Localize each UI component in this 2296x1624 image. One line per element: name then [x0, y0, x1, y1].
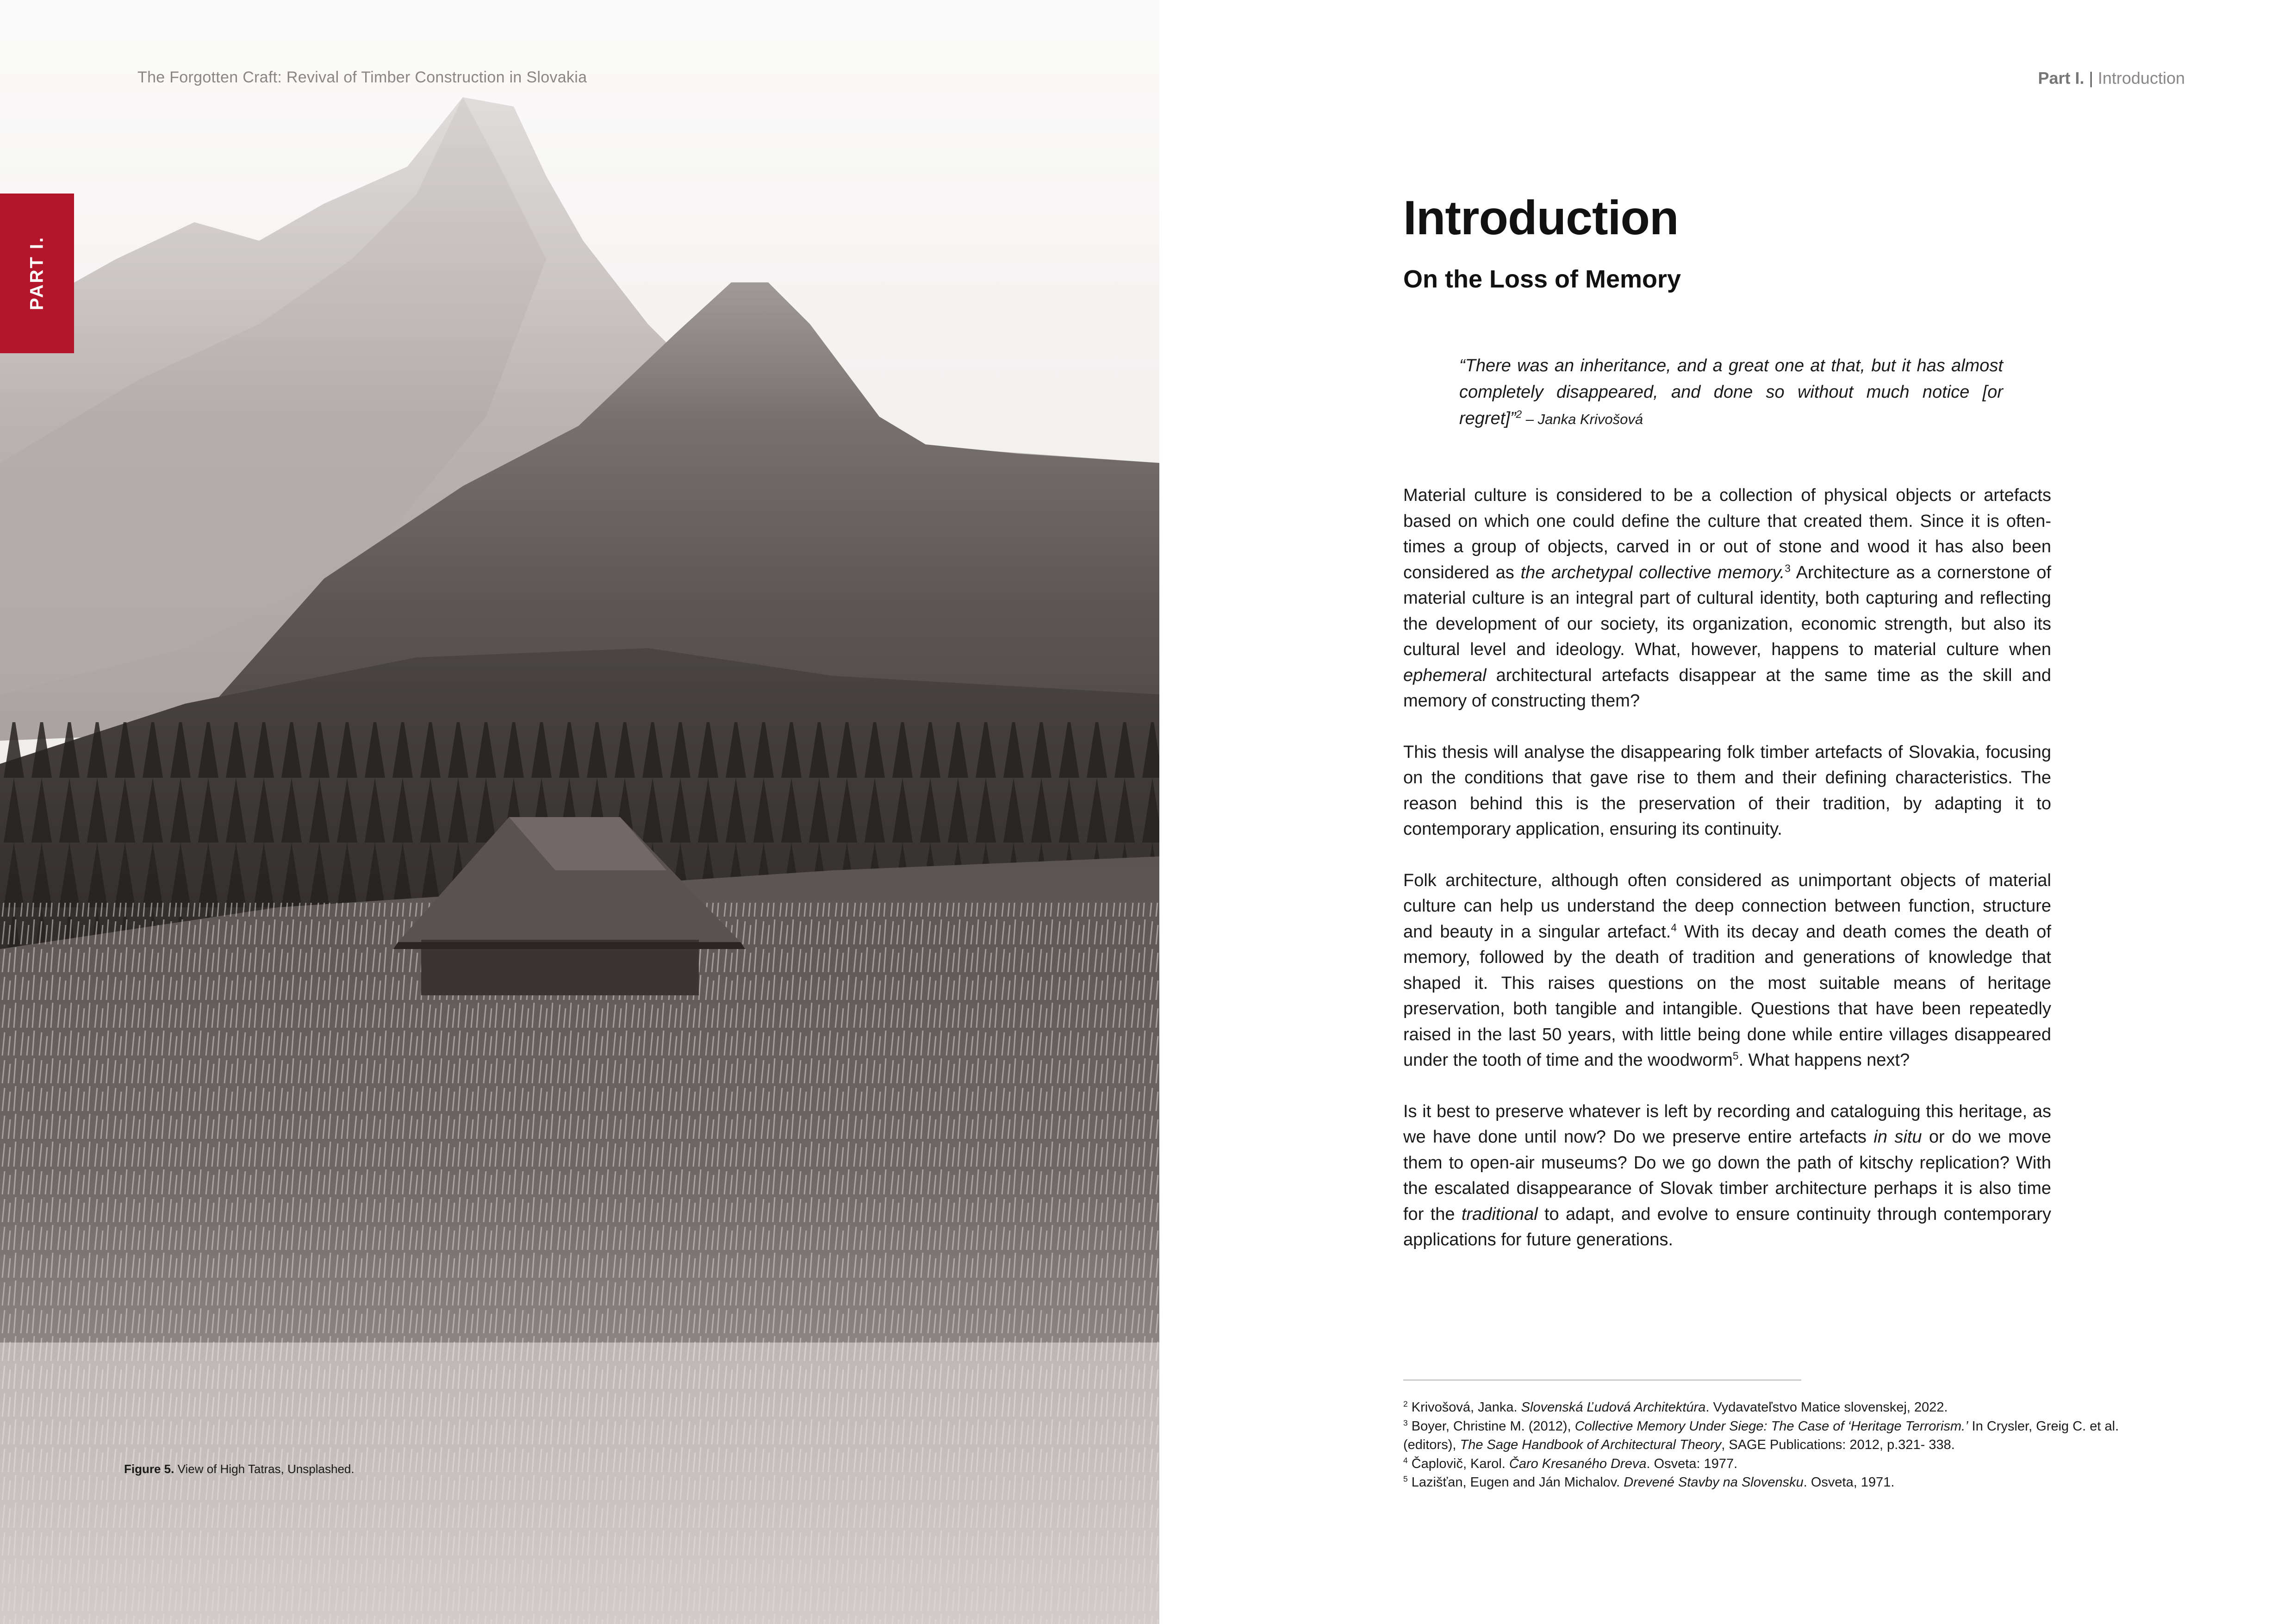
paragraph-2 — [1403, 740, 2051, 843]
text-run: , SAGE Publications: 2012, p.321- 338. — [1721, 1437, 1955, 1452]
chapter-subtitle: On the Loss of Memory — [1403, 265, 1681, 293]
text-run: architectural artefacts disappear at the same time as the skill and memory of constructing them? — [1403, 665, 2051, 711]
italic-run: Collective Memory Under Siege: The Case of ‘Heritage Terrorism.’ — [1574, 1418, 1968, 1434]
footnote-ref-3: 3 — [1785, 562, 1791, 574]
text-run: . Osveta, 1971. — [1803, 1475, 1895, 1490]
running-head-separator: | — [2089, 69, 2093, 87]
italic-run: traditional — [1461, 1204, 1538, 1224]
paragraph-4 — [1403, 1099, 2051, 1253]
text-run: Boyer, Christine M. (2012), — [1407, 1418, 1575, 1434]
text-run: In Crysler, Greig C. et al. — [1968, 1418, 2119, 1434]
text-run: . What happens next? — [1738, 1050, 1910, 1070]
text-run: Folk architecture, although often considered as unimportant objects of material culture can help us understand the deep connection between function, structure and beauty in a singular artefact. — [1403, 870, 2051, 942]
text-run: or do we move them to open-air museums? Do we go down the path of kitschy replication? With the escalated disappearance of Slovak timber architecture perhaps it is also time for the — [1403, 1127, 2051, 1224]
footnote-number: 3 — [1403, 1418, 1408, 1427]
footnote-3-continued — [1403, 1436, 2162, 1455]
italic-run: in situ — [1873, 1127, 1922, 1147]
text-run: This thesis will analyse the disappearing folk timber artefacts of Slovakia, focusing on the conditions that gave rise to them and their defining characteristics. The reason behind this is the preservation of their tradition, by adapting it to contemporary application, ensuring its continuity. — [1403, 742, 2051, 839]
text-run: Krivošová, Janka. — [1407, 1400, 1521, 1415]
footnote-3 — [1403, 1417, 2162, 1436]
running-head — [2038, 69, 2185, 88]
epigraph-quote — [1459, 353, 2003, 432]
text-run: With its decay and death comes the death of memory, followed by the death of tradition and generations of knowledge that shaped it. This raises questions on the most suitable means of heritage preservation, both tangible and intangible. Questions that have been repeatedly raised in the last 50 years, with little being done while entire villages disappeared under the tooth of time and the woodworm — [1403, 922, 2051, 1070]
italic-run: Čaro Kresaného Dreva — [1509, 1456, 1647, 1471]
text-run: (editors), — [1403, 1437, 1460, 1452]
text-run: . Vydavateľstvo Matice slovenskej, 2022. — [1705, 1400, 1948, 1415]
footnotes — [1403, 1398, 2162, 1492]
footnote-number: 5 — [1403, 1474, 1408, 1484]
body-text — [1403, 483, 2051, 1279]
figure-caption — [124, 1462, 355, 1476]
paragraph-3 — [1403, 868, 2051, 1074]
text-run: Is it best to preserve whatever is left by recording and cataloguing this heritage, as we have done until now? Do we preserve entire artefacts — [1403, 1101, 2051, 1147]
running-title: The Forgotten Craft: Revival of Timber Construction in Slovakia — [137, 69, 587, 86]
italic-run: the archetypal collective memory. — [1520, 562, 1785, 582]
figure-label: Figure 5. — [124, 1462, 174, 1476]
chapter-title: Introduction — [1403, 191, 1679, 245]
text-run: to adapt, and evolve to ensure continuity through contemporary applications for future generations. — [1403, 1204, 2051, 1249]
footnote-ref-4: 4 — [1671, 921, 1677, 933]
quote-footnote-ref: 2 — [1516, 408, 1522, 420]
footnote-2 — [1403, 1398, 2162, 1417]
text-run: Čaplovič, Karol. — [1407, 1456, 1509, 1471]
italic-run: ephemeral — [1403, 665, 1487, 685]
paragraph-1 — [1403, 483, 2051, 714]
right-page — [1159, 0, 2296, 1624]
italic-run: Slovenská Ľudová Architektúra — [1521, 1400, 1706, 1415]
text-run: Architecture as a cornerstone of material culture is an integral part of cultural identity, both capturing and reflecting the development of our society, its organization, economic strength, but also its cultural level and ideology. What, however, happens to material culture when — [1403, 562, 2052, 659]
part-tab-label: PART I. — [26, 236, 47, 311]
text-run: . Osveta: 1977. — [1646, 1456, 1738, 1471]
quote-author: – Janka Krivošová — [1522, 411, 1643, 427]
text-run: Material culture is considered to be a collection of physical objects or artefacts based on which one could define the culture that created them. Since it is often-times a group of objects, carved in or out of stone and wood it has also been considered as — [1403, 486, 2051, 582]
part-tab — [0, 194, 74, 353]
footnote-4 — [1403, 1455, 2162, 1474]
text-run: Lazišťan, Eugen and Ján Michalov. — [1407, 1475, 1624, 1490]
figure-text: View of High Tatras, Unsplashed. — [174, 1462, 355, 1476]
footnote-number: 2 — [1403, 1399, 1408, 1409]
running-head-part: Part I. — [2038, 69, 2084, 87]
footnote-ref-5: 5 — [1732, 1049, 1739, 1062]
footnote-5 — [1403, 1473, 2162, 1492]
italic-run: Drevené Stavby na Slovensku — [1624, 1475, 1804, 1490]
running-head-section: Introduction — [2097, 69, 2185, 87]
footnote-number: 4 — [1403, 1455, 1408, 1465]
italic-run: The Sage Handbook of Architectural Theory — [1460, 1437, 1722, 1452]
quote-text: “There was an inheritance, and a great one at that, but it has almost completely disappeared, and done so without much notice [or regret]” — [1459, 356, 2003, 428]
